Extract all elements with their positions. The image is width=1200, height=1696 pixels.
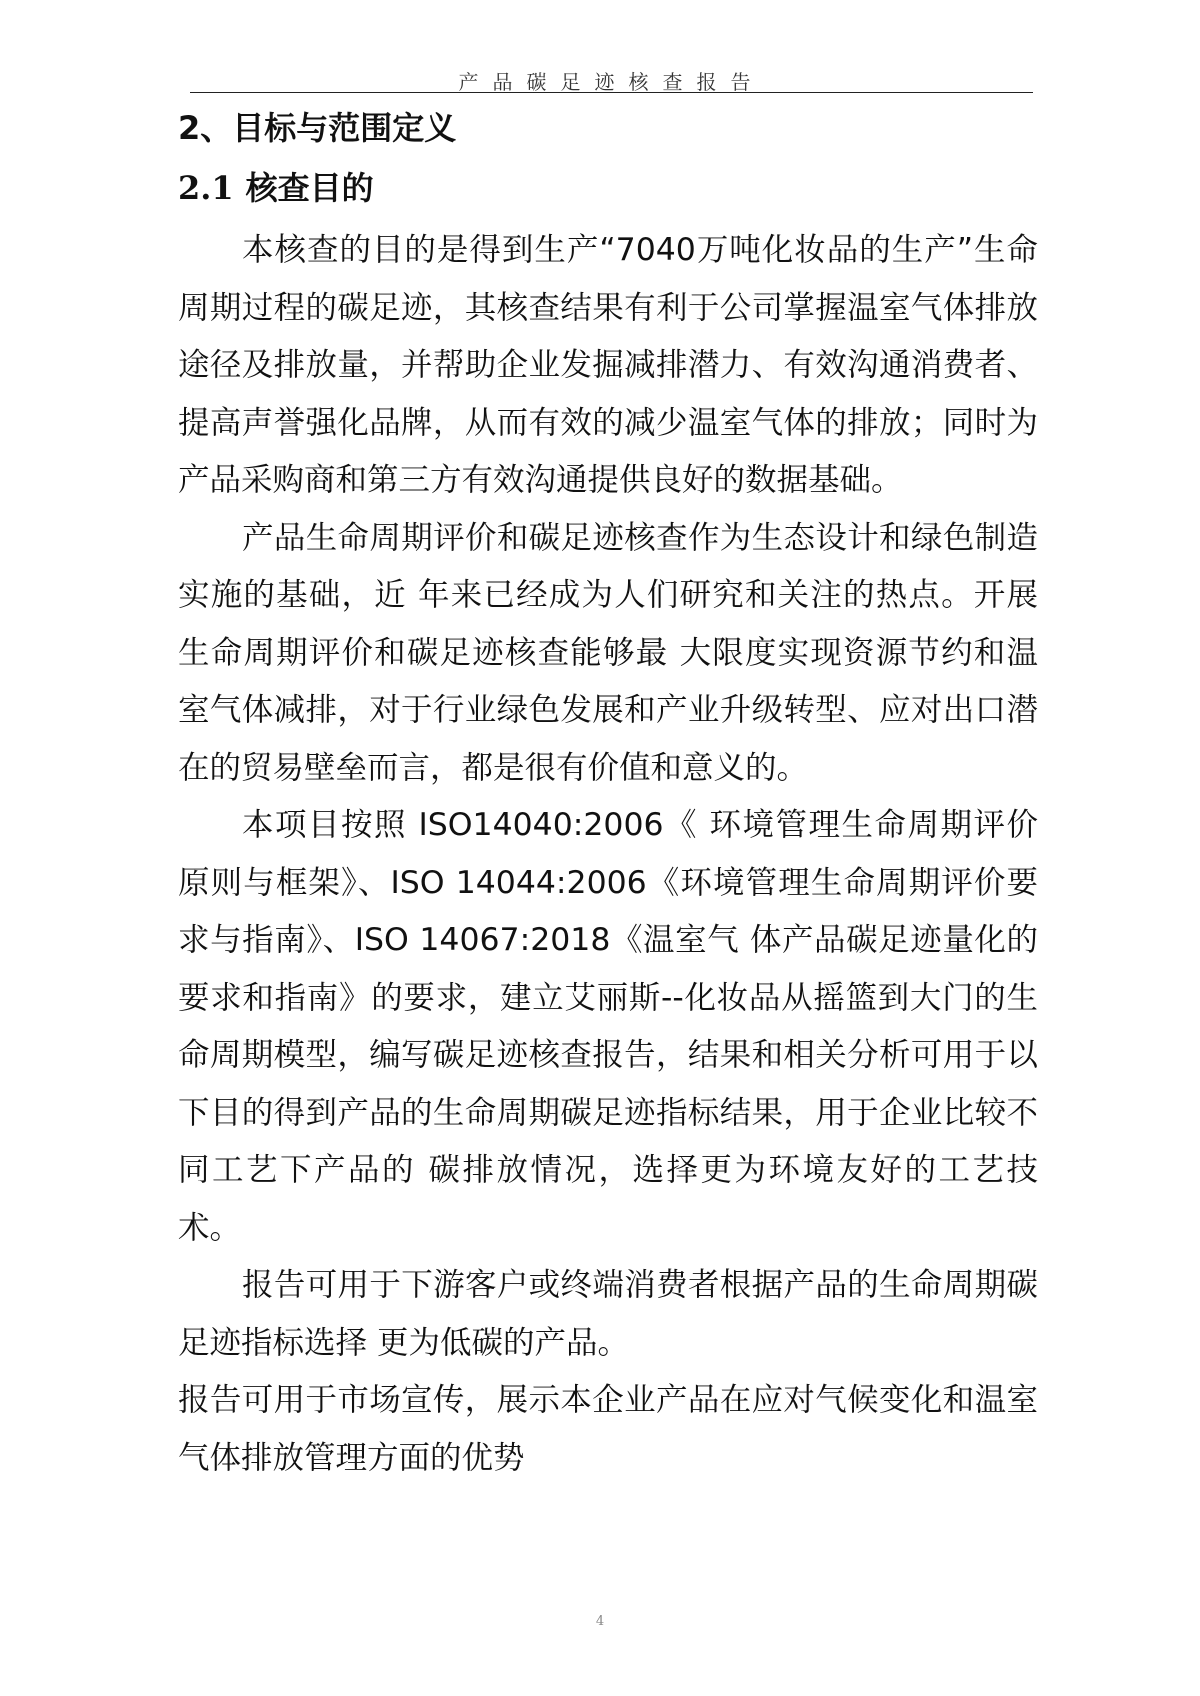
subsection-title: 核查目的: [245, 169, 374, 207]
paragraph-purpose: 本核查的目的是得到生产“7040万吨化妆品的生产”生命周期过程的碳足迹，其核查结果有利于公司掌握温室气体排放途径及排放量，并帮助企业发掘减排潜力、有效沟通消费者、提高声誉强化品牌，从而有效的减少温室气体的排放；同时为产品采购商和第三方有效沟通提供良好的数据基础。: [178, 232, 1038, 498]
paragraph-marketing-use: 报告可用于市场宣传，展示本企业产品在应对气候变化和温室气体排放管理方面的优势: [178, 1382, 1038, 1476]
paragraph-downstream-use: 报告可用于下游客户或终端消费者根据产品的生命周期碳足迹指标选择 更为低碳的产品。: [178, 1267, 1038, 1361]
paragraph-standards: 本项目按照 ISO14040:2006《 环境管理生命周期评价原则与框架》、ISO 14044:2006《环境管理生命周期评价要求与指南》、ISO 14067:2018《温室气 体产品碳足迹量化的要求和指南》的要求，建立艾丽斯--化妆品从摇篮到大门的生命周期模型，编写碳足迹核查报告，结果和相关分析可用于以下目的得到产品的生命周期碳足迹指标结果，用于企业比较不同工艺下产品的 碳排放情况，选择更为环境友好的工艺技术。: [178, 807, 1038, 1246]
subsection-heading: [178, 158, 1038, 218]
subsection-number: 2.1: [178, 169, 234, 207]
running-header: 产品碳足迹核查报告: [458, 70, 765, 94]
section-heading: 2、目标与范围定义: [178, 109, 457, 147]
paragraph-background: 产品生命周期评价和碳足迹核查作为生态设计和绿色制造实施的基础，近 年来已经成为人们研究和关注的热点。开展生命周期评价和碳足迹核查能够最 大限度实现资源节约和温室气体减排，对于行业绿色发展和产业升级转型、应对出口潜在的贸易壁垒而言，都是很有价值和意义的。: [178, 519, 1038, 786]
page-content: [178, 98, 1038, 1487]
page-number: 4: [595, 1614, 605, 1629]
header-divider: [190, 92, 1033, 93]
